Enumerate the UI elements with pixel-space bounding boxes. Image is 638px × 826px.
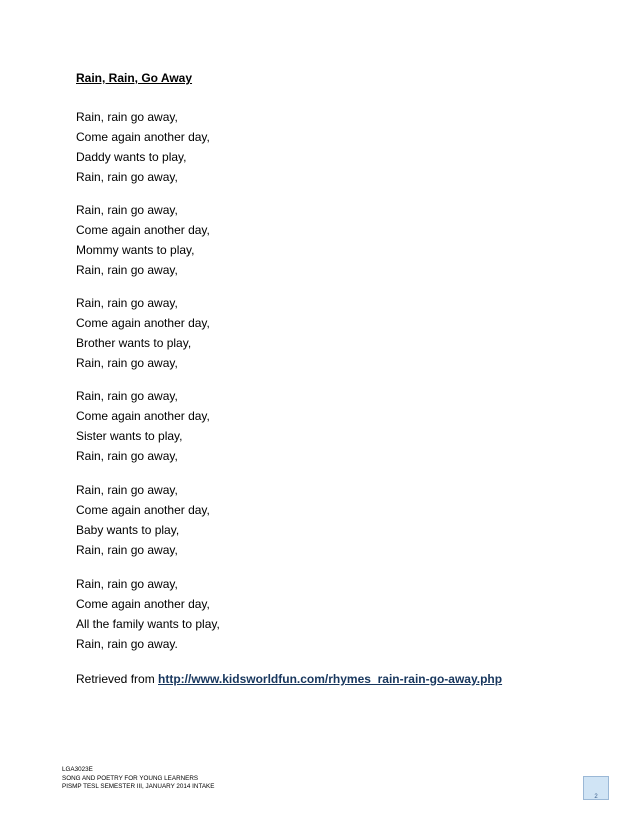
source-link[interactable]: http://www.kidsworldfun.com/rhymes_rain-rain-go-away.php: [158, 672, 503, 686]
poem-line: Come again another day,: [76, 130, 210, 144]
stanza-3: [76, 293, 210, 373]
poem-title: Rain, Rain, Go Away: [76, 71, 193, 85]
page-number-box: 2: [583, 776, 609, 800]
stanza-6: [76, 574, 220, 654]
poem-line: Baby wants to play,: [76, 523, 180, 537]
poem-line: Come again another day,: [76, 223, 210, 237]
poem-line: Rain, rain go away,: [76, 296, 178, 310]
poem-line: Sister wants to play,: [76, 429, 183, 443]
poem-line: Come again another day,: [76, 316, 210, 330]
page-footer: [62, 766, 214, 792]
poem-line: Come again another day,: [76, 503, 210, 517]
poem-line: Rain, rain go away,: [76, 263, 178, 277]
poem-line: Rain, rain go away,: [76, 203, 178, 217]
poem-line: Rain, rain go away,: [76, 577, 178, 591]
source-citation: [76, 672, 502, 686]
stanza-1: [76, 107, 210, 187]
poem-line: Rain, rain go away,: [76, 356, 178, 370]
stanza-4: [76, 386, 210, 466]
poem-line: Rain, rain go away,: [76, 543, 178, 557]
poem-line: Rain, rain go away,: [76, 483, 178, 497]
poem-line: Rain, rain go away,: [76, 110, 178, 124]
poem-line: Brother wants to play,: [76, 336, 192, 350]
poem-line: All the family wants to play,: [76, 617, 220, 631]
footer-program: PISMP TESL SEMESTER III, JANUARY 2014 INTAKE: [62, 783, 215, 791]
poem-line: Come again another day,: [76, 409, 210, 423]
stanza-2: [76, 200, 210, 280]
poem-line: Come again another day,: [76, 597, 210, 611]
footer-course-code: LGA3023E: [62, 766, 93, 773]
poem-line: Rain, rain go away.: [76, 637, 178, 651]
poem-line: Daddy wants to play,: [76, 150, 187, 164]
poem-line: Rain, rain go away,: [76, 449, 178, 463]
source-prefix: Retrieved from: [76, 672, 159, 686]
footer-course-title: SONG AND POETRY FOR YOUNG LEARNERS: [62, 774, 199, 782]
stanza-5: [76, 480, 210, 560]
poem-line: Rain, rain go away,: [76, 170, 178, 184]
poem-line: Rain, rain go away,: [76, 389, 178, 403]
poem-line: Mommy wants to play,: [76, 243, 195, 257]
